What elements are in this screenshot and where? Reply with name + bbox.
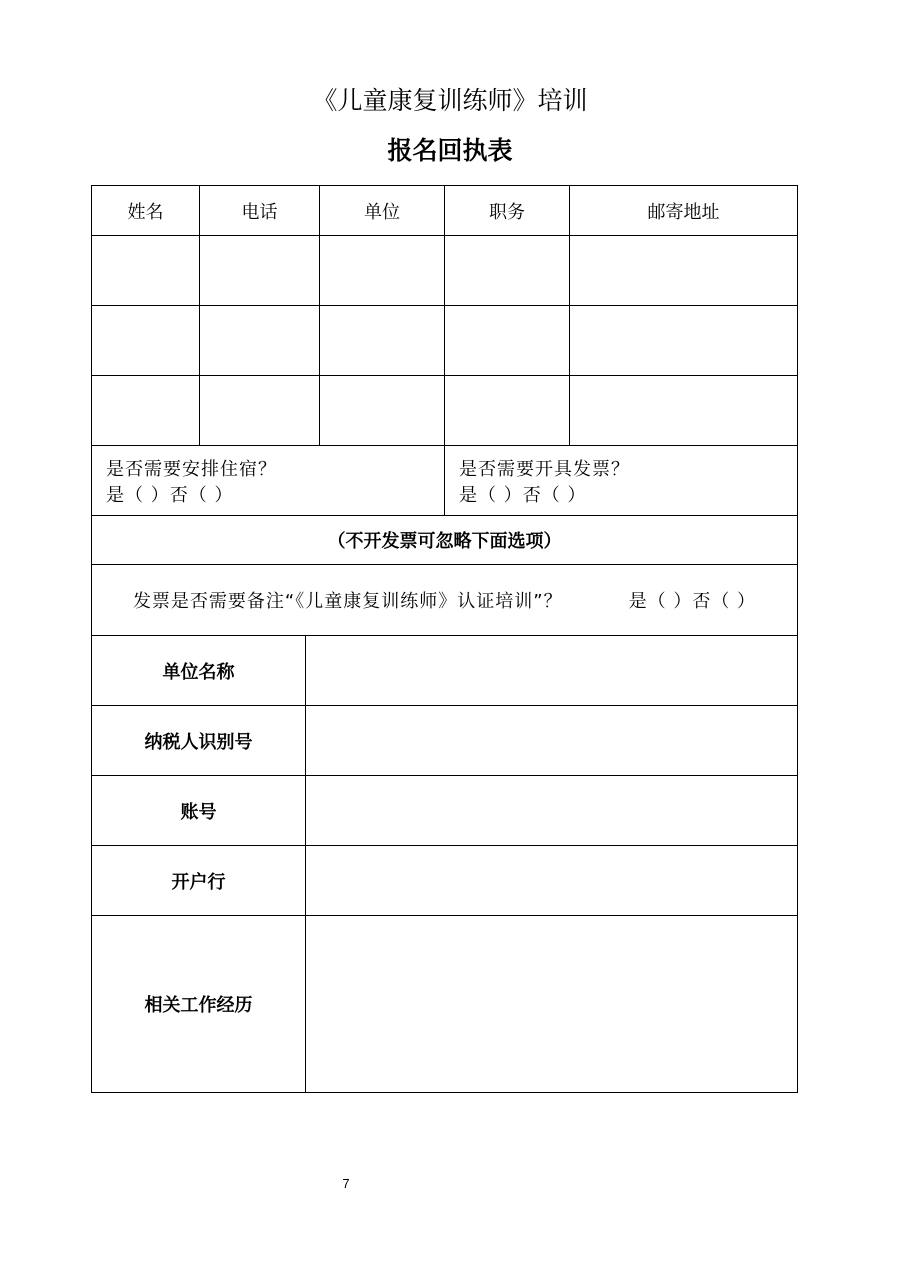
invoice-note: （不开发票可忽略下面选项） [92,516,798,565]
entry-cell[interactable] [320,236,445,306]
page-number: 7 [342,1176,350,1191]
entry-cell[interactable] [570,376,798,446]
invoice-remark-cell [92,565,798,636]
header-unit: 单位 [320,186,445,236]
question-row [92,446,798,516]
unit-name-label: 单位名称 [92,636,306,706]
unit-name-row [92,636,798,706]
entry-cell[interactable] [570,236,798,306]
entry-cell[interactable] [92,306,200,376]
invoice-remark-options[interactable]: 是（ ）否（ ） [628,591,757,612]
tax-id-field[interactable] [306,706,798,776]
account-row [92,776,798,846]
entry-cell[interactable] [320,306,445,376]
bank-row [92,846,798,916]
bank-field[interactable] [306,846,798,916]
invoice-remark-row [92,565,798,636]
experience-label: 相关工作经历 [92,916,306,1093]
invoice-options[interactable]: 是（ ）否（ ） [459,484,587,506]
header-row [92,186,798,236]
entry-cell[interactable] [570,306,798,376]
invoice-question-cell [445,446,798,516]
invoice-note-row [92,516,798,565]
entry-row [92,236,798,306]
invoice-question: 是否需要开具发票？ [459,458,630,480]
entry-cell[interactable] [445,376,570,446]
tax-id-label: 纳税人识别号 [92,706,306,776]
form-title: 《儿童康复训练师》培训 [312,86,588,115]
header-name: 姓名 [92,186,200,236]
experience-field[interactable] [306,916,798,1093]
entry-cell[interactable] [200,376,320,446]
entry-row [92,306,798,376]
accommodation-question: 是否需要安排住宿？ [106,458,277,480]
tax-id-row [92,706,798,776]
experience-row [92,916,798,1093]
entry-cell[interactable] [200,236,320,306]
form-subtitle: 报名回执表 [387,136,513,165]
entry-cell[interactable] [445,306,570,376]
bank-label: 开户行 [92,846,306,916]
entry-cell[interactable] [445,236,570,306]
accommodation-question-cell [92,446,445,516]
entry-cell[interactable] [320,376,445,446]
unit-name-field[interactable] [306,636,798,706]
account-field[interactable] [306,776,798,846]
registration-form-table [91,185,798,636]
invoice-remark-question: 发票是否需要备注“《儿童康复训练师》认证培训”？ [132,591,563,612]
entry-cell[interactable] [92,376,200,446]
accommodation-options[interactable]: 是（ ）否（ ） [106,484,234,506]
invoice-info-table [91,635,798,1093]
header-position: 职务 [445,186,570,236]
entry-row [92,376,798,446]
account-label: 账号 [92,776,306,846]
header-address: 邮寄地址 [570,186,798,236]
header-phone: 电话 [200,186,320,236]
entry-cell[interactable] [92,236,200,306]
entry-cell[interactable] [200,306,320,376]
